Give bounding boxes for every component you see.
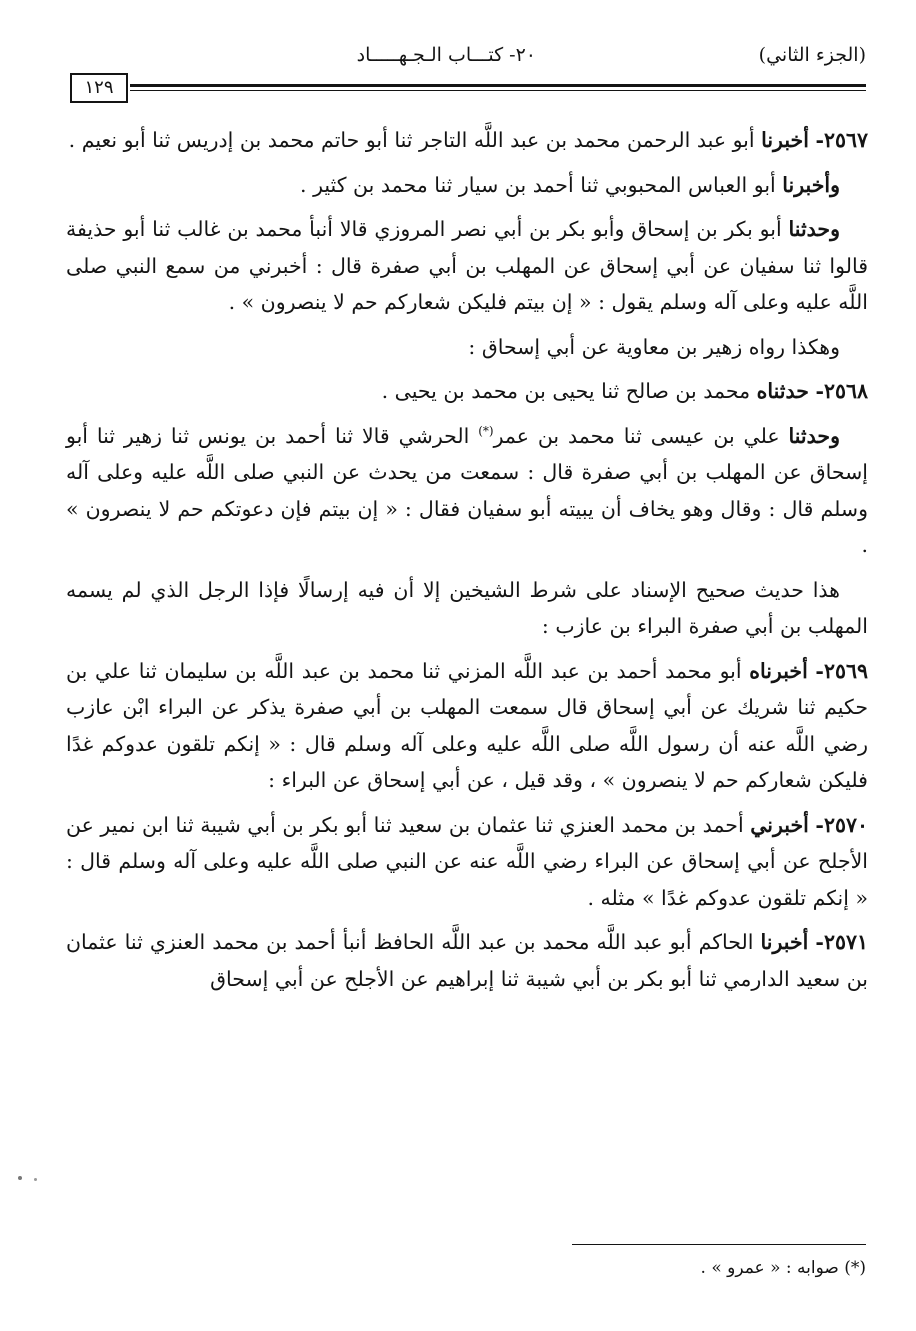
hadith-number: ٢٥٧١- xyxy=(815,930,868,954)
footnote-marker: (*) xyxy=(844,1258,866,1278)
header-rule-thin xyxy=(130,90,866,91)
scan-speck xyxy=(18,1176,22,1180)
paragraph-text: أبو عبد الرحمن محمد بن عبد اللَّه التاجر ثنا أبو حاتم محمد بن إدريس ثنا أبو نعيم . xyxy=(68,128,762,152)
footnote-rule xyxy=(572,1244,866,1245)
paragraph-text: أبو العباس المحبوبي ثنا أحمد بن سيار ثنا محمد بن كثير . xyxy=(300,172,783,197)
chain-paragraph xyxy=(66,211,868,321)
volume-label: (الجزء الثاني) xyxy=(758,44,866,66)
paragraph-text: الحرشي قالا ثنا أحمد بن يونس ثنا زهير ثنا أبو إسحاق عن المهلب بن أبي صفرة قال : سمعت من يحدث عن النبي صلى اللَّه عليه وعلى آله وسلم قال : وقال وهو يخاف أن يبيته أبو سفيان فقال : « إن بيتم فإن دعوتكم حم لا ينصرون » . xyxy=(66,423,868,557)
paragraph-text: الحاكم أبو عبد اللَّه محمد بن عبد اللَّه الحافظ أنبأ أحمد بن محمد العنزي ثنا عثمان بن سعيد الدارمي ثنا أبو بكر بن أبي شيبة ثنا إبراهيم عن الأجلح عن أبي إسحاق xyxy=(66,930,868,991)
hadith-number: ٢٥٦٨- xyxy=(815,379,868,403)
lead-word: أخبرنا xyxy=(761,128,809,152)
lead-word: وحدثنا xyxy=(788,217,840,241)
paragraph-text: أبو محمد أحمد بن عبد اللَّه المزني ثنا محمد بن عبد اللَّه بن سليمان ثنا علي بن حكيم ثنا شريك عن أبي إسحاق قال سمعت المهلب بن أبي صفرة يذكر عن البراء ابْن عازب رضي اللَّه عنه أن رسول اللَّه صلى اللَّه عليه وعلى آله وسلم قال : « إنكم تلقون عدوكم غدًا فليكن شعاركم حم لا ينصرون » ، وقد قيل ، عن أبي إسحاق عن البراء : xyxy=(66,658,868,792)
commentary-paragraph xyxy=(66,572,868,645)
hadith-number: ٢٥٦٩- xyxy=(815,658,868,683)
chain-paragraph xyxy=(66,418,868,564)
footnote xyxy=(300,1258,866,1278)
lead-word: وأخبرنا xyxy=(782,172,840,197)
hadith-number: ٢٥٧٠- xyxy=(815,812,868,837)
commentary-paragraph xyxy=(66,329,868,366)
book-title: ٢٠- كتـــاب الـجـهـــــاد xyxy=(356,44,536,66)
header-rule-thick xyxy=(130,84,866,87)
hadith-2568 xyxy=(66,373,868,410)
hadith-2571 xyxy=(66,924,868,997)
lead-word: وحدثنا xyxy=(788,423,840,448)
paragraph-text: هذا حديث صحيح الإسناد على شرط الشيخين إلا أن فيه إرسالًا فإذا الرجل الذي لم يسمه المهلب بن أبي صفرة البراء بن عازب : xyxy=(66,577,868,638)
hadith-2570 xyxy=(66,807,868,917)
lead-word: أخبرني xyxy=(750,812,809,837)
scan-speck xyxy=(34,1178,37,1181)
lead-word: حدثناه xyxy=(756,379,809,403)
chain-paragraph xyxy=(66,167,868,204)
lead-word: أخبرنا xyxy=(760,930,809,954)
paragraph-text: أحمد بن محمد العنزي ثنا عثمان بن سعيد ثنا أبو بكر بن أبي شيبة ثنا ابن نمير عن الأجلح عن أبي إسحاق عن البراء رضي اللَّه عنه عن النبي صلى اللَّه عليه وعلى آله وسلم قال : « إنكم تلقون عدوكم غدًا » مثله . xyxy=(66,812,868,910)
paragraph-text: علي بن عيسى ثنا محمد بن عمر xyxy=(493,423,789,448)
paragraph-text: محمد بن صالح ثنا يحيى بن محمد بن يحيى . xyxy=(381,379,757,403)
hadith-number: ٢٥٦٧- xyxy=(815,128,868,152)
page-number: ١٢٩ xyxy=(70,73,128,103)
hadith-2567 xyxy=(66,122,868,159)
footnote-text: صوابه : « عمرو » . xyxy=(700,1258,845,1278)
lead-word: أخبرناه xyxy=(749,658,808,683)
hadith-2569 xyxy=(66,653,868,799)
paragraph-text: أبو بكر بن إسحاق وأبو بكر بن أبي نصر المروزي قالا أنبأ محمد بن غالب ثنا أبو حذيفة قالوا ثنا سفيان عن أبي إسحاق عن المهلب بن أبي صفرة قال : أخبرني من سمع النبي صلى اللَّه عليه وعلى آله وسلم يقول : « إن بيتم فليكن شعاركم حم لا ينصرون » . xyxy=(66,217,868,314)
running-header xyxy=(68,44,866,74)
paragraph-text: وهكذا رواه زهير بن معاوية عن أبي إسحاق : xyxy=(468,334,840,359)
footnote-marker: (*) xyxy=(478,423,494,438)
main-text xyxy=(66,122,868,1005)
